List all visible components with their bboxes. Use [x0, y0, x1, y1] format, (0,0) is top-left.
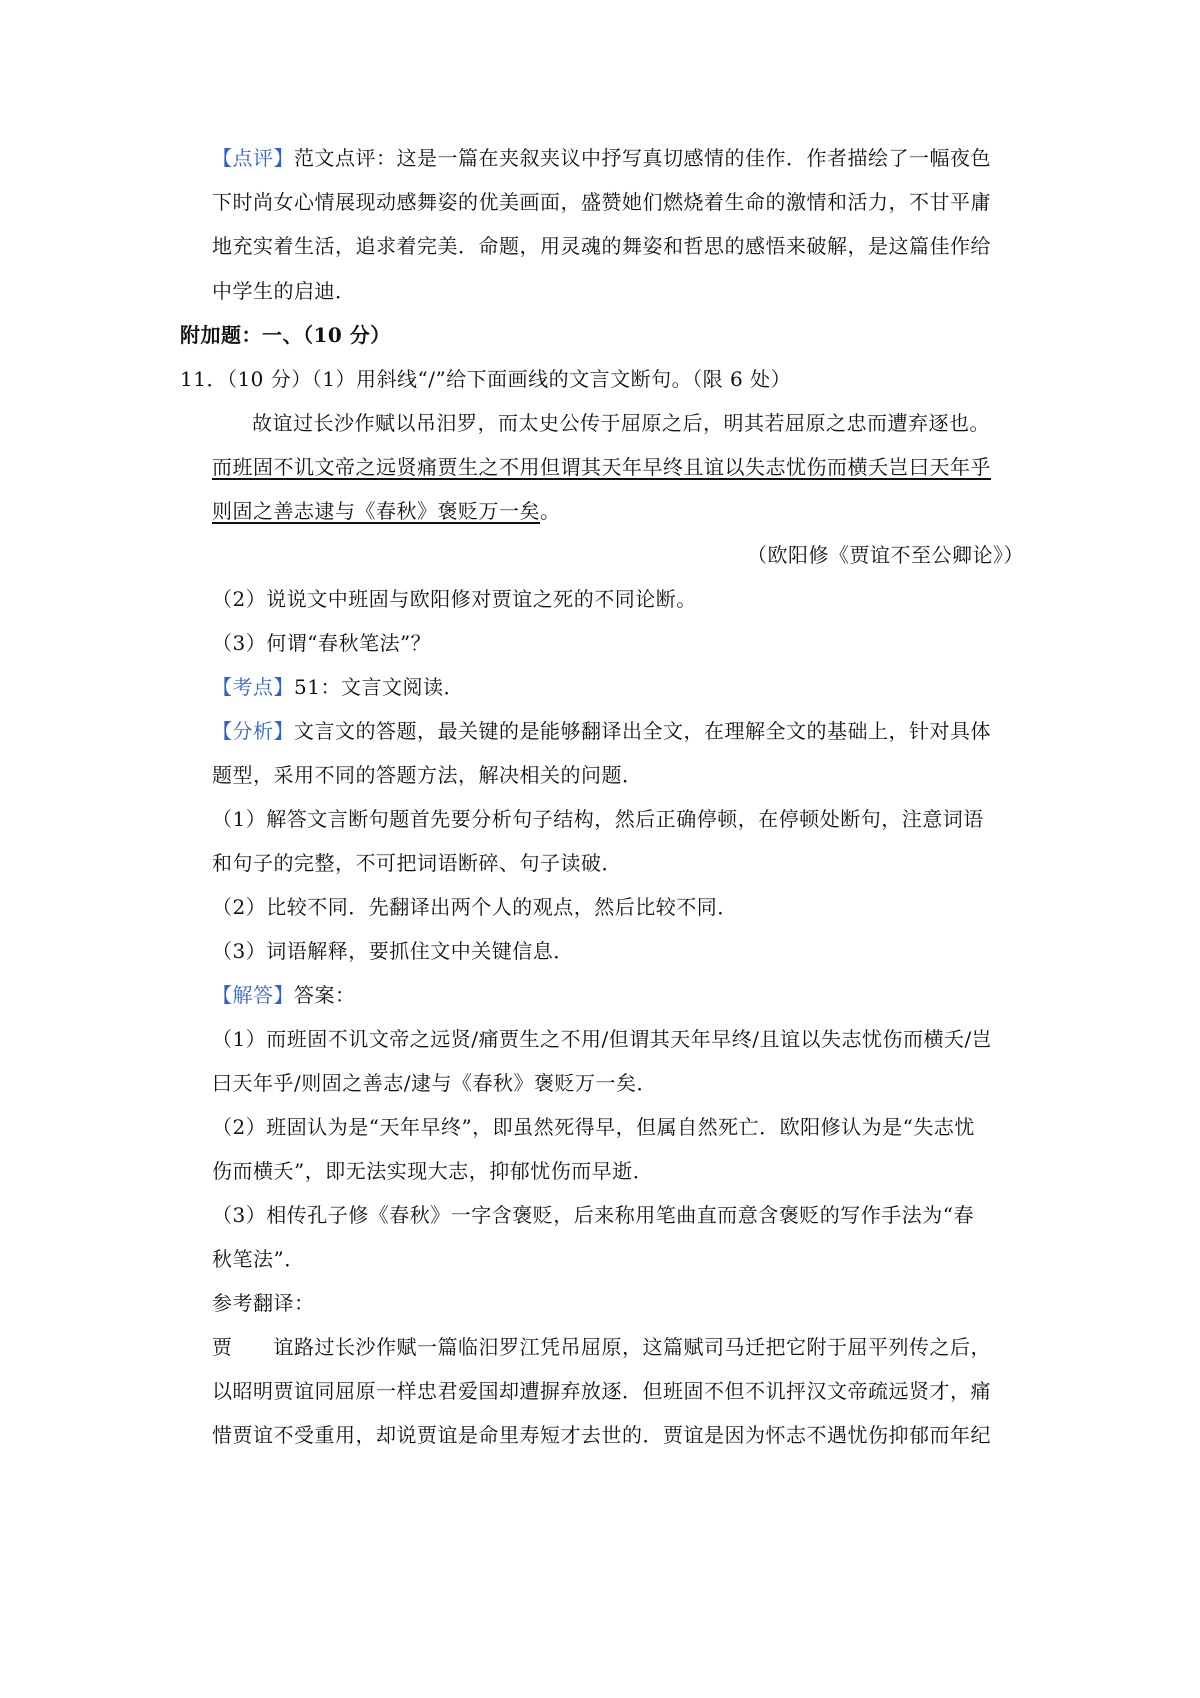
answer-1-line-1: （1）而班固不讥文帝之远贤/痛贾生之不用/但谓其天年早终/且谊以失志忧伤而横夭/岂	[212, 1027, 993, 1051]
review-line-2: 下时尚女心情展现动感舞姿的优美画面，盛赞她们燃烧着生命的激情和活力，不甘平庸	[212, 190, 991, 214]
sub-question-2: （2）说说文中班固与欧阳修对贾谊之死的不同论断。	[212, 587, 697, 611]
fenxi-line-1: 【分析】文言文的答题，最关键的是能够翻译出全文，在理解全文的基础上，针对具体	[212, 719, 991, 743]
answer-2-line-2: 伤而横夭”，即无法实现大志，抑郁忧伤而早逝．	[212, 1159, 654, 1183]
fenxi-point-1-line-2: 和句子的完整，不可把词语断碎、句子读破．	[212, 851, 622, 875]
translation-line-3: 惜贾谊不受重用，却说贾谊是命里寿短才去世的．贾谊是因为怀志不遇忧伤抑郁而年纪	[212, 1423, 991, 1447]
translation-line-1: 贾 谊路过长沙作赋一篇临汨罗江凭吊屈原，这篇赋司马迁把它附于屈平列传之后，	[212, 1335, 991, 1359]
passage-line-1: 故谊过长沙作赋以吊汨罗，而太史公传于屈原之后，明其若屈原之忠而遭弃逐也。	[252, 411, 990, 435]
review-line-4: 中学生的启迪．	[212, 279, 356, 303]
answer-3-line-2: 秋笔法”．	[212, 1247, 305, 1271]
jieda-line: 【解答】答案：	[212, 983, 356, 1007]
review-line-3: 地充实着生活，追求着完美．命题，用灵魂的舞姿和哲思的感悟来破解，是这篇佳作给	[212, 234, 991, 258]
answer-3-line-1: （3）相传孔子修《春秋》一字含褒贬，后来称用笔曲直而意含褒贬的写作手法为“春	[212, 1203, 974, 1227]
kaodian-line: 【考点】51：文言文阅读．	[212, 675, 464, 699]
passage-line-3-underlined: 则固之善志逮与《春秋》褒贬万一矣	[212, 499, 540, 523]
passage-line-2-underlined: 而班固不讥文帝之远贤痛贾生之不用但谓其天年早终且谊以失志忧伤而横夭岂曰天年乎	[212, 455, 991, 479]
fenxi-point-2: （2）比较不同．先翻译出两个人的观点，然后比较不同．	[212, 895, 738, 919]
answer-1-line-2: 曰天年乎/则固之善志/逮与《春秋》褒贬万一矣．	[212, 1071, 657, 1095]
passage-line-3: 则固之善志逮与《春秋》褒贬万一矣。	[212, 499, 561, 523]
bonus-section-title: 附加题：一、（10 分）	[180, 323, 391, 347]
passage-citation: （欧阳修《贾谊不至公卿论》）	[747, 543, 1024, 567]
translation-line-2: 以昭明贾谊同屈原一样忠君爱国却遭摒弃放逐．但班固不但不讥抨汉文帝疏远贤才，痛	[212, 1379, 991, 1403]
fenxi-line-2: 题型，采用不同的答题方法，解决相关的问题．	[212, 763, 643, 787]
fenxi-tag: 【分析】	[212, 719, 294, 743]
review-line-1: 【点评】范文点评：这是一篇在夹叙夹议中抒写真切感情的佳作．作者描绘了一幅夜色	[212, 146, 991, 170]
kaodian-tag: 【考点】	[212, 675, 294, 699]
translation-label: 参考翻译：	[212, 1291, 315, 1315]
sub-question-3: （3）何谓“春秋笔法”？	[212, 631, 432, 655]
review-tag: 【点评】	[212, 146, 294, 170]
answer-2-line-1: （2）班固认为是“天年早终”，即虽然死得早，但属自然死亡．欧阳修认为是“失志忧	[212, 1115, 975, 1139]
fenxi-point-1-line-1: （1）解答文言断句题首先要分析句子结构，然后正确停顿，在停顿处断句，注意词语	[212, 807, 984, 831]
fenxi-point-3: （3）词语解释，要抓住文中关键信息．	[212, 939, 574, 963]
question-11-stem: 11．（10 分）（1）用斜线“/”给下面画线的文言文断句。（限 6 处）	[180, 367, 792, 391]
jieda-tag: 【解答】	[212, 983, 294, 1007]
